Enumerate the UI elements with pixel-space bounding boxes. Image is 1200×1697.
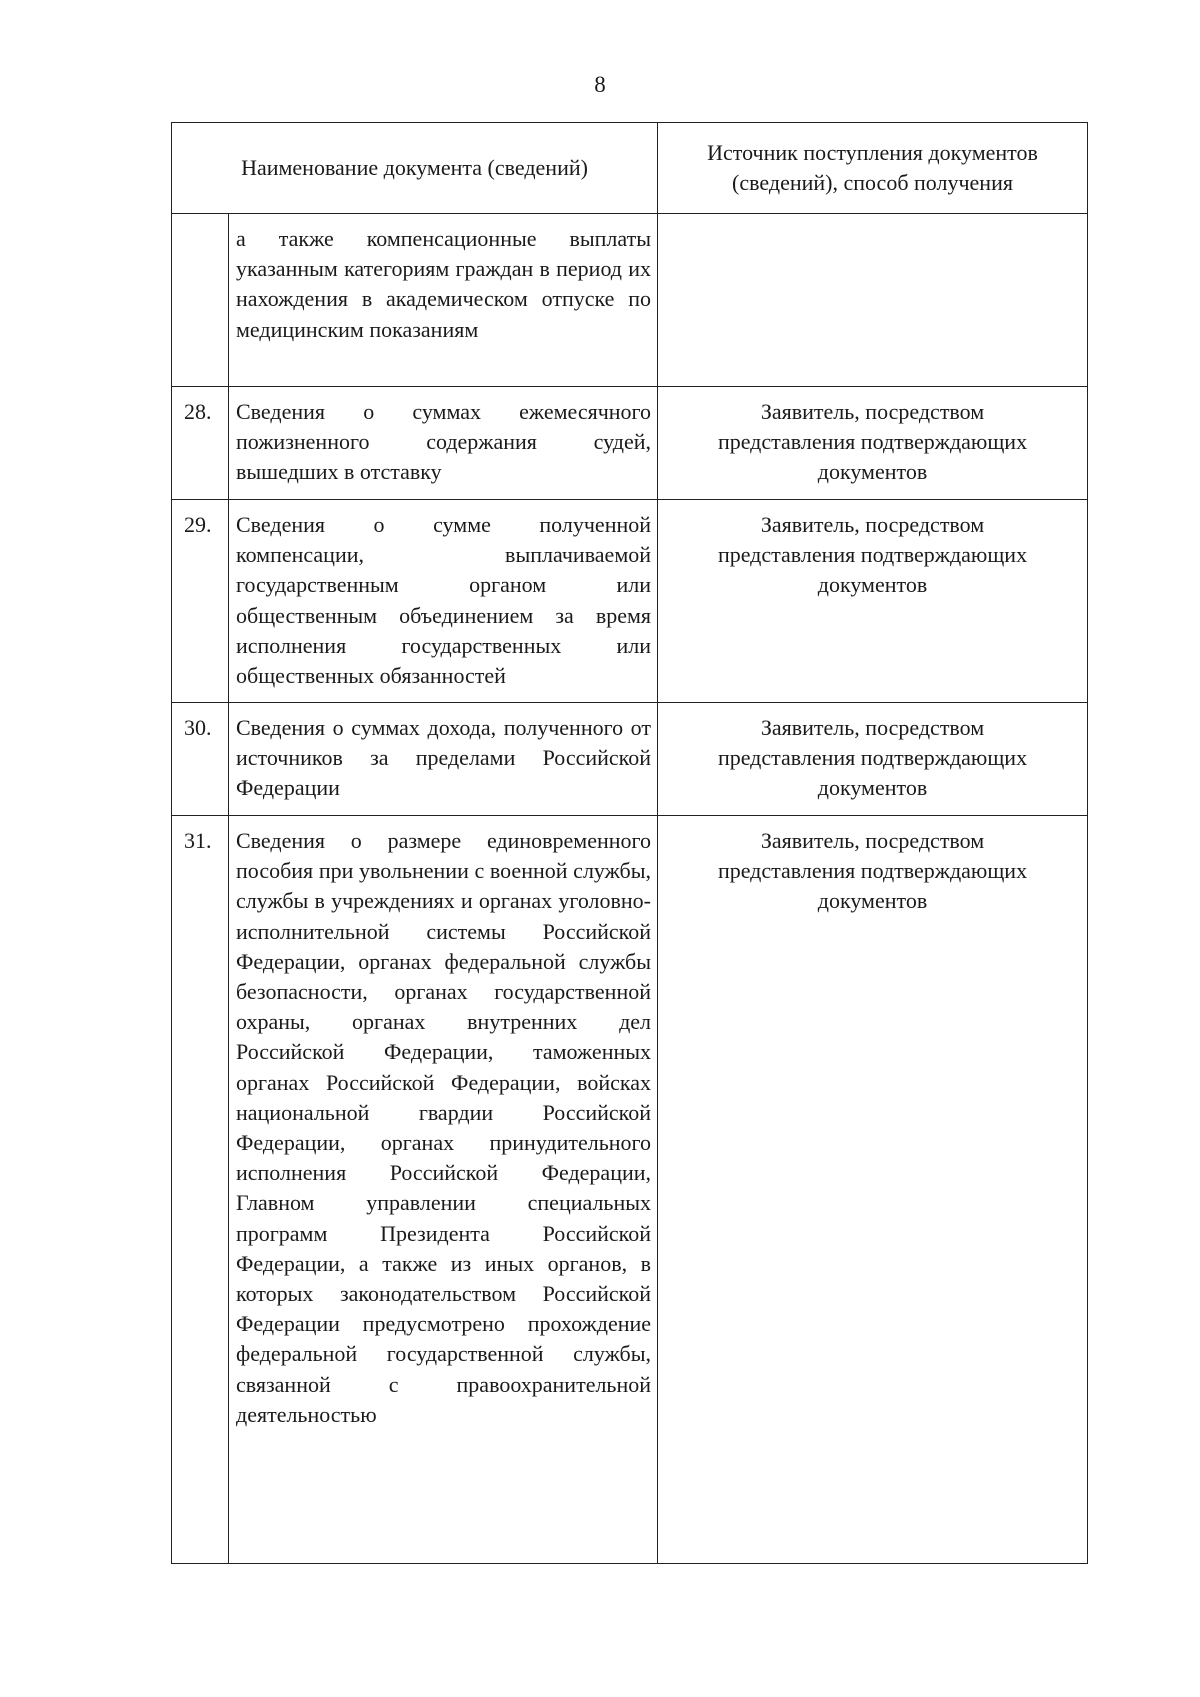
table-row	[172, 703, 1088, 816]
row-source-line: Заявитель, посредством	[760, 715, 985, 740]
row-document-name: Сведения о суммах дохода, полученного от источников за пределами Российской Федерации	[229, 703, 658, 816]
header-source-line: Источник поступления документов	[707, 139, 1038, 165]
row-document-name: Сведения о суммах ежемесячного пожизненного содержания судей, вышедших в отставку	[229, 387, 658, 500]
header-source-line: (сведений), способ получения	[732, 170, 1013, 195]
documents-table	[171, 122, 1088, 1564]
row-source-line: представления подтверждающих	[717, 429, 1028, 455]
row-source-line: представления подтверждающих	[717, 858, 1028, 884]
row-source-line: документов	[817, 459, 928, 485]
row-number	[172, 214, 229, 387]
row-source-line: представления подтверждающих	[717, 542, 1028, 568]
table-row	[172, 500, 1088, 703]
row-source	[658, 214, 1088, 387]
row-document-name: Сведения о размере единовременного пособия при увольнении с военной службы, службы в учреждениях и органах уголовно-исполнительной системы Российской Федерации, органах федеральной службы безопасности, органах государственной охраны, органах внутренних дел Российской Федерации, таможенных органах Российской Федерации, войсках национальной гвардии Российской Федерации, органах принудительного исполнения Российской Федерации, Главном управлении специальных программ Президента Российской Федерации, а также из иных органов, в которых законодательством Российской Федерации предусмотрено прохождение федеральной государственной службы, связанной с правоохранительной деятельностью	[229, 816, 658, 1564]
row-source-line: документов	[817, 572, 928, 598]
row-number: 31.	[172, 816, 229, 1564]
table-row	[172, 387, 1088, 500]
row-number: 29.	[172, 500, 229, 703]
row-source-line: Заявитель, посредством	[760, 828, 985, 853]
row-source-line: Заявитель, посредством	[760, 512, 985, 537]
table-row	[172, 816, 1088, 1564]
row-document-name: а также компенсационные выплаты указанным категориям граждан в период их нахождения в академическом отпуске по медицинским показаниям	[229, 214, 658, 387]
table-row	[172, 214, 1088, 387]
header-source	[658, 123, 1088, 214]
row-source	[658, 500, 1088, 703]
row-number: 30.	[172, 703, 229, 816]
page-number: 8	[594, 72, 606, 97]
row-source-line: документов	[817, 775, 928, 801]
row-source	[658, 387, 1088, 500]
row-source	[658, 703, 1088, 816]
row-source-line: Заявитель, посредством	[760, 399, 985, 424]
row-source-line: документов	[817, 888, 928, 914]
header-document-name: Наименование документа (сведений)	[172, 123, 658, 214]
table-header-row	[172, 123, 1088, 214]
row-source-line: представления подтверждающих	[717, 745, 1028, 771]
row-number: 28.	[172, 387, 229, 500]
row-document-name: Сведения о сумме полученной компенсации, выплачиваемой государственным органом или общественным объединением за время исполнения государственных или общественных обязанностей	[229, 500, 658, 703]
row-source	[658, 816, 1088, 1564]
